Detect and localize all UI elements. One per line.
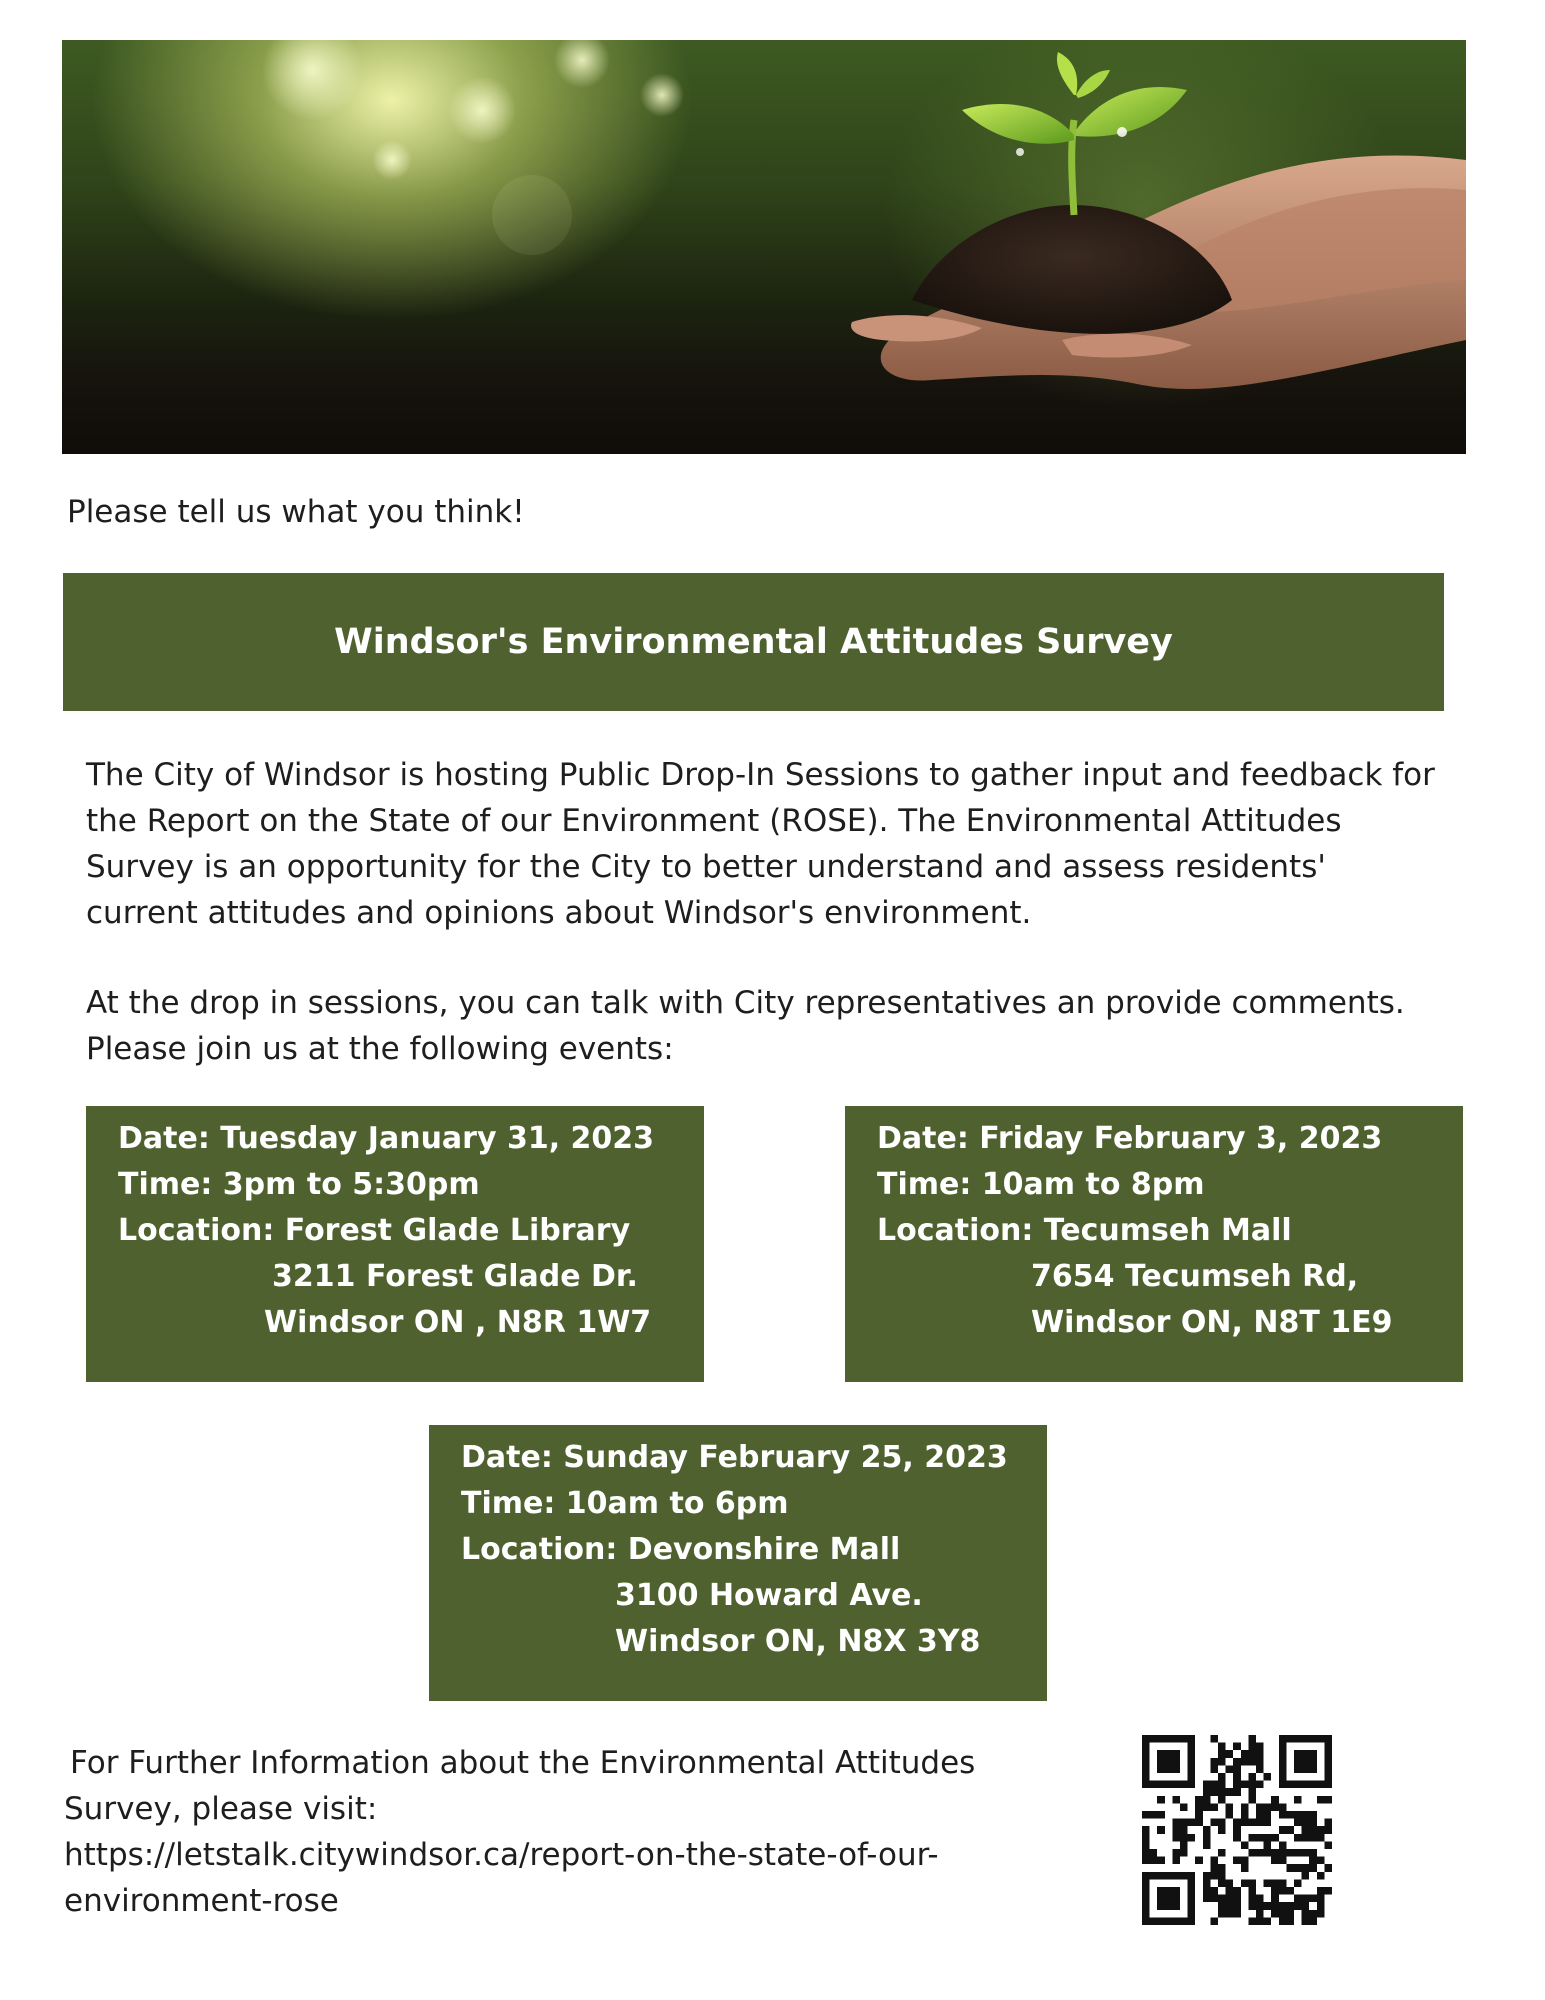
invitation-paragraph: [86, 980, 1486, 1072]
event-date: Date: Sunday February 25, 2023: [461, 1440, 1008, 1475]
survey-title: Windsor's Environmental Attitudes Survey: [334, 622, 1173, 662]
event-card-tecumseh-mall: [845, 1106, 1463, 1382]
description-paragraph: [86, 752, 1486, 936]
event-location: Location: Tecumseh Mall: [877, 1213, 1292, 1248]
survey-url-link[interactable]: [64, 1832, 1054, 1924]
event-address-line2: Windsor ON, N8X 3Y8: [615, 1624, 981, 1659]
event-card-forest-glade: [86, 1106, 704, 1382]
invitation-line: Please join us at the following events:: [86, 1031, 674, 1067]
event-time: Time: 10am to 6pm: [461, 1486, 789, 1521]
survey-title-banner: [63, 573, 1444, 711]
survey-url-part1: https://letstalk.citywindsor.ca/report-on-the-state-of-our-: [64, 1837, 939, 1873]
description-line: the Report on the State of our Environment (ROSE). The Environmental Attitudes: [86, 803, 1342, 839]
event-address-line1: 3100 Howard Ave.: [615, 1578, 923, 1613]
description-line: The City of Windsor is hosting Public Drop-In Sessions to gather input and feedback for: [86, 757, 1435, 793]
further-info-line1: For Further Information about the Environmental Attitudes: [70, 1745, 976, 1781]
event-date: Date: Friday February 3, 2023: [877, 1121, 1383, 1156]
further-information: [64, 1740, 1054, 1924]
event-time: Time: 3pm to 5:30pm: [118, 1167, 480, 1202]
invitation-line: At the drop in sessions, you can talk with City representatives an provide comments.: [86, 985, 1405, 1021]
seedling-in-hands-illustration: [62, 40, 1466, 454]
event-date: Date: Tuesday January 31, 2023: [118, 1121, 655, 1156]
event-address-line2: Windsor ON , N8R 1W7: [264, 1305, 652, 1340]
event-time: Time: 10am to 8pm: [877, 1167, 1205, 1202]
description-line: current attitudes and opinions about Windsor's environment.: [86, 895, 1032, 931]
event-address-line1: 7654 Tecumseh Rd,: [1031, 1259, 1359, 1294]
event-card-devonshire-mall: [429, 1425, 1047, 1701]
further-info-line2: Survey, please visit:: [64, 1791, 378, 1827]
event-address-line1: 3211 Forest Glade Dr.: [272, 1259, 638, 1294]
event-location: Location: Devonshire Mall: [461, 1532, 901, 1567]
survey-url-part2: environment-rose: [64, 1883, 339, 1919]
intro-text: Please tell us what you think!: [67, 494, 525, 530]
event-location: Location: Forest Glade Library: [118, 1213, 631, 1248]
event-address-line2: Windsor ON, N8T 1E9: [1031, 1305, 1393, 1340]
qr-code-icon[interactable]: [1142, 1735, 1332, 1925]
description-line: Survey is an opportunity for the City to better understand and assess residents': [86, 849, 1326, 885]
hero-image: [62, 40, 1466, 454]
